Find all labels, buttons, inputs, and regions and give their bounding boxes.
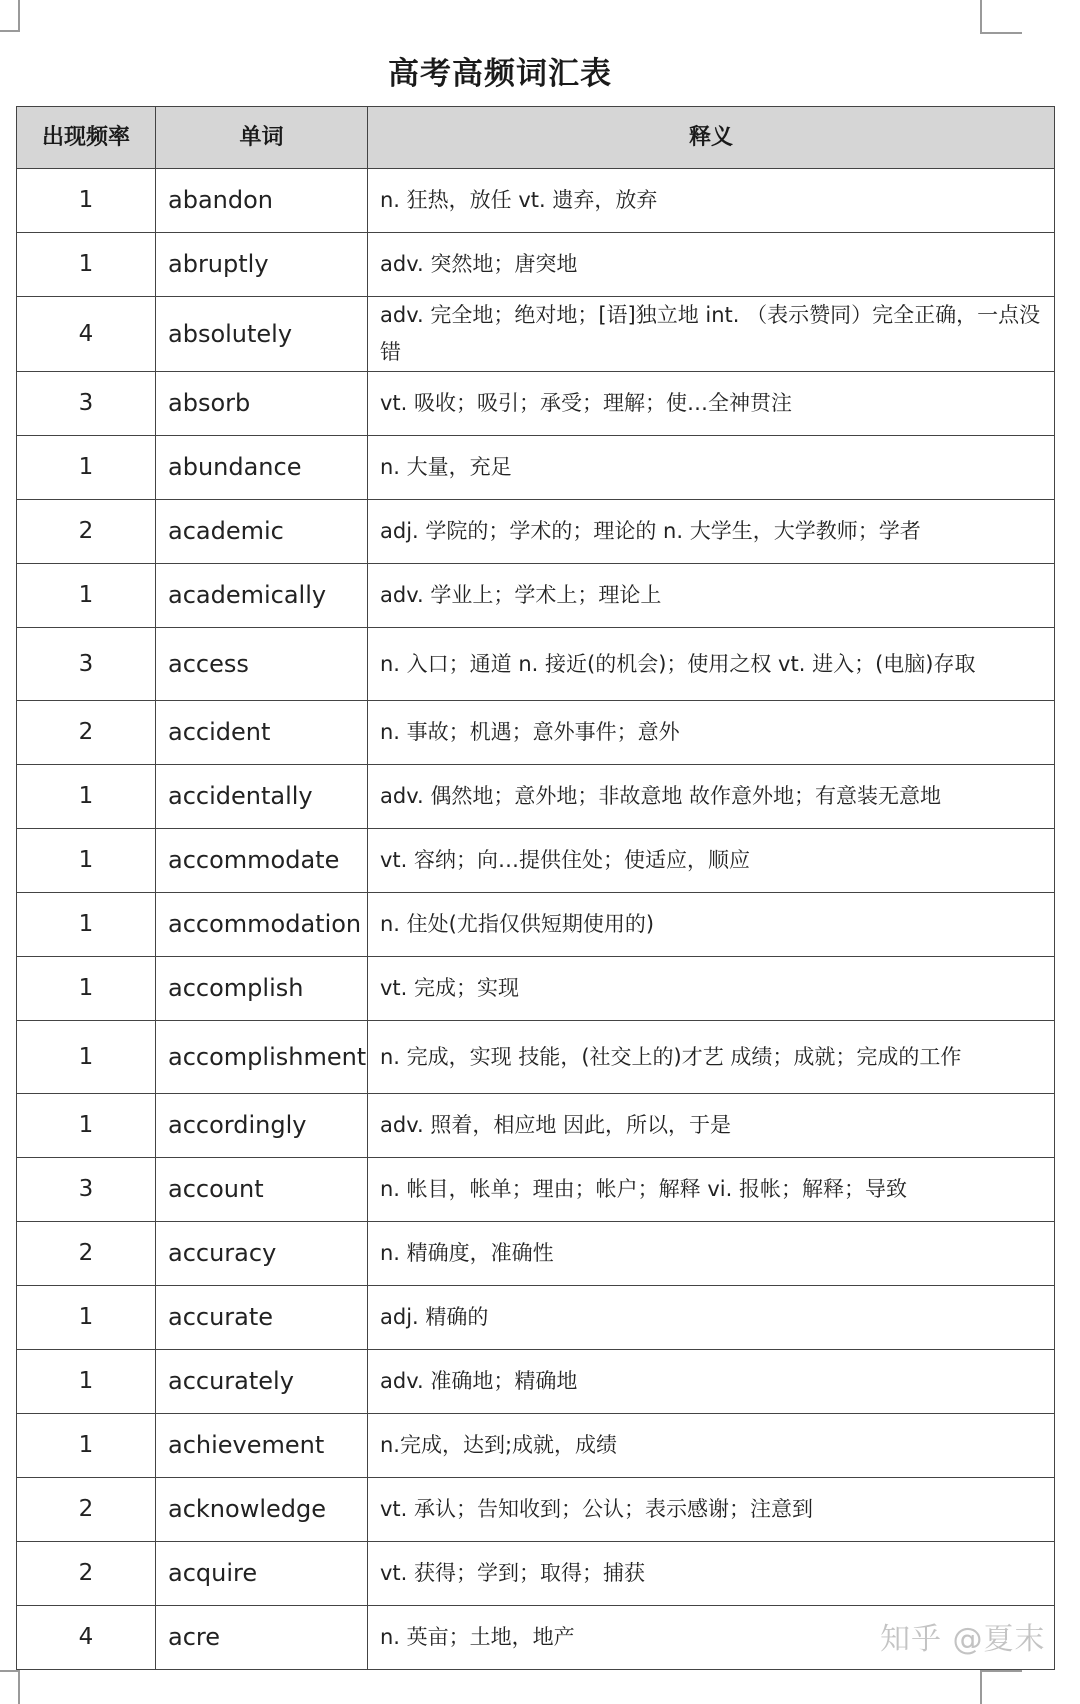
frequency-cell: 1 xyxy=(17,169,156,233)
definition-cell: n. 住处(尤指仅供短期使用的) xyxy=(368,893,1055,957)
word-cell: accordingly xyxy=(156,1094,368,1158)
frequency-cell: 1 xyxy=(17,1414,156,1478)
column-header-frequency: 出现频率 xyxy=(17,107,156,169)
table-row xyxy=(17,765,1055,829)
frequency-cell: 1 xyxy=(17,436,156,500)
word-cell: accurate xyxy=(156,1286,368,1350)
word-cell: accidentally xyxy=(156,765,368,829)
frequency-cell: 2 xyxy=(17,701,156,765)
frequency-cell: 1 xyxy=(17,829,156,893)
frequency-cell: 1 xyxy=(17,1286,156,1350)
definition-cell: adv. 照着，相应地 因此，所以，于是 xyxy=(368,1094,1055,1158)
word-cell: absolutely xyxy=(156,297,368,372)
table-row xyxy=(17,829,1055,893)
table-row xyxy=(17,1478,1055,1542)
definition-cell: adv. 学业上；学术上；理论上 xyxy=(368,564,1055,628)
definition-cell: n. 入口；通道 n. 接近(的机会)；使用之权 vt. 进入；(电脑)存取 xyxy=(368,628,1055,701)
definition-cell: n. 精确度，准确性 xyxy=(368,1222,1055,1286)
frequency-cell: 3 xyxy=(17,628,156,701)
frequency-cell: 1 xyxy=(17,893,156,957)
watermark: 知乎 @夏末 xyxy=(880,1622,1046,1657)
table-row xyxy=(17,169,1055,233)
definition-cell: n. 狂热，放任 vt. 遗弃，放弃 xyxy=(368,169,1055,233)
definition-cell: n. 英亩；土地，地产 xyxy=(368,1606,1055,1670)
word-cell: access xyxy=(156,628,368,701)
document-title: 高考高频词汇表 xyxy=(388,56,612,92)
definition-cell: vt. 完成；实现 xyxy=(368,957,1055,1021)
word-cell: acre xyxy=(156,1606,368,1670)
frequency-cell: 3 xyxy=(17,1158,156,1222)
definition-cell: adj. 学院的；学术的；理论的 n. 大学生，大学教师；学者 xyxy=(368,500,1055,564)
word-cell: acquire xyxy=(156,1542,368,1606)
definition-cell: n.完成，达到;成就，成绩 xyxy=(368,1414,1055,1478)
word-cell: accomplish xyxy=(156,957,368,1021)
crop-mark-top-left xyxy=(0,0,20,32)
word-cell: accomplishment xyxy=(156,1021,368,1094)
definition-cell: n. 帐目，帐单；理由；帐户；解释 vi. 报帐；解释；导致 xyxy=(368,1158,1055,1222)
vocabulary-table xyxy=(16,106,1055,1670)
definition-cell: vt. 容纳；向…提供住处；使适应，顺应 xyxy=(368,829,1055,893)
frequency-cell: 2 xyxy=(17,1478,156,1542)
frequency-cell: 2 xyxy=(17,1542,156,1606)
definition-cell: n. 大量，充足 xyxy=(368,436,1055,500)
frequency-cell: 2 xyxy=(17,500,156,564)
frequency-cell: 1 xyxy=(17,765,156,829)
frequency-cell: 3 xyxy=(17,372,156,436)
frequency-cell: 1 xyxy=(17,1094,156,1158)
column-header-word: 单词 xyxy=(156,107,368,169)
frequency-cell: 1 xyxy=(17,564,156,628)
definition-cell: n. 完成，实现 技能，(社交上的)才艺 成绩；成就；完成的工作 xyxy=(368,1021,1055,1094)
table-row xyxy=(17,564,1055,628)
frequency-cell: 1 xyxy=(17,1350,156,1414)
frequency-cell: 4 xyxy=(17,1606,156,1670)
definition-cell: vt. 获得；学到；取得；捕获 xyxy=(368,1542,1055,1606)
table-row xyxy=(17,1414,1055,1478)
column-header-definition: 释义 xyxy=(368,107,1055,169)
table-row xyxy=(17,436,1055,500)
table-row xyxy=(17,1158,1055,1222)
frequency-cell: 2 xyxy=(17,1222,156,1286)
table-row xyxy=(17,893,1055,957)
crop-mark-top-right xyxy=(980,0,1022,34)
definition-cell: vt. 吸收；吸引；承受；理解；使…全神贯注 xyxy=(368,372,1055,436)
frequency-cell: 1 xyxy=(17,957,156,1021)
table-row xyxy=(17,1021,1055,1094)
word-cell: accurately xyxy=(156,1350,368,1414)
definition-cell: adv. 准确地；精确地 xyxy=(368,1350,1055,1414)
crop-mark-bottom-left xyxy=(0,1670,20,1704)
word-cell: academic xyxy=(156,500,368,564)
frequency-cell: 4 xyxy=(17,297,156,372)
definition-cell: adj. 精确的 xyxy=(368,1286,1055,1350)
word-cell: abandon xyxy=(156,169,368,233)
table-row xyxy=(17,500,1055,564)
definition-cell: adv. 突然地；唐突地 xyxy=(368,233,1055,297)
definition-cell: vt. 承认；告知收到；公认；表示感谢；注意到 xyxy=(368,1478,1055,1542)
table-row xyxy=(17,701,1055,765)
word-cell: academically xyxy=(156,564,368,628)
table-header-row xyxy=(17,107,1055,169)
table-row xyxy=(17,628,1055,701)
definition-cell: n. 事故；机遇；意外事件；意外 xyxy=(368,701,1055,765)
frequency-cell: 1 xyxy=(17,1021,156,1094)
word-cell: achievement xyxy=(156,1414,368,1478)
word-cell: acknowledge xyxy=(156,1478,368,1542)
table-row xyxy=(17,957,1055,1021)
table-row xyxy=(17,233,1055,297)
table-row xyxy=(17,297,1055,372)
table-row xyxy=(17,1542,1055,1606)
word-cell: accommodate xyxy=(156,829,368,893)
table-row xyxy=(17,372,1055,436)
crop-mark-bottom-right xyxy=(980,1670,1022,1704)
table-row xyxy=(17,1222,1055,1286)
word-cell: accident xyxy=(156,701,368,765)
definition-cell: adv. 偶然地；意外地；非故意地 故作意外地；有意装无意地 xyxy=(368,765,1055,829)
frequency-cell: 1 xyxy=(17,233,156,297)
table-row xyxy=(17,1286,1055,1350)
word-cell: abruptly xyxy=(156,233,368,297)
table-row xyxy=(17,1094,1055,1158)
word-cell: accuracy xyxy=(156,1222,368,1286)
word-cell: absorb xyxy=(156,372,368,436)
word-cell: account xyxy=(156,1158,368,1222)
word-cell: abundance xyxy=(156,436,368,500)
definition-cell: adv. 完全地；绝对地；[语]独立地 int. （表示赞同）完全正确，一点没错 xyxy=(368,297,1055,372)
table-row xyxy=(17,1350,1055,1414)
word-cell: accommodation xyxy=(156,893,368,957)
